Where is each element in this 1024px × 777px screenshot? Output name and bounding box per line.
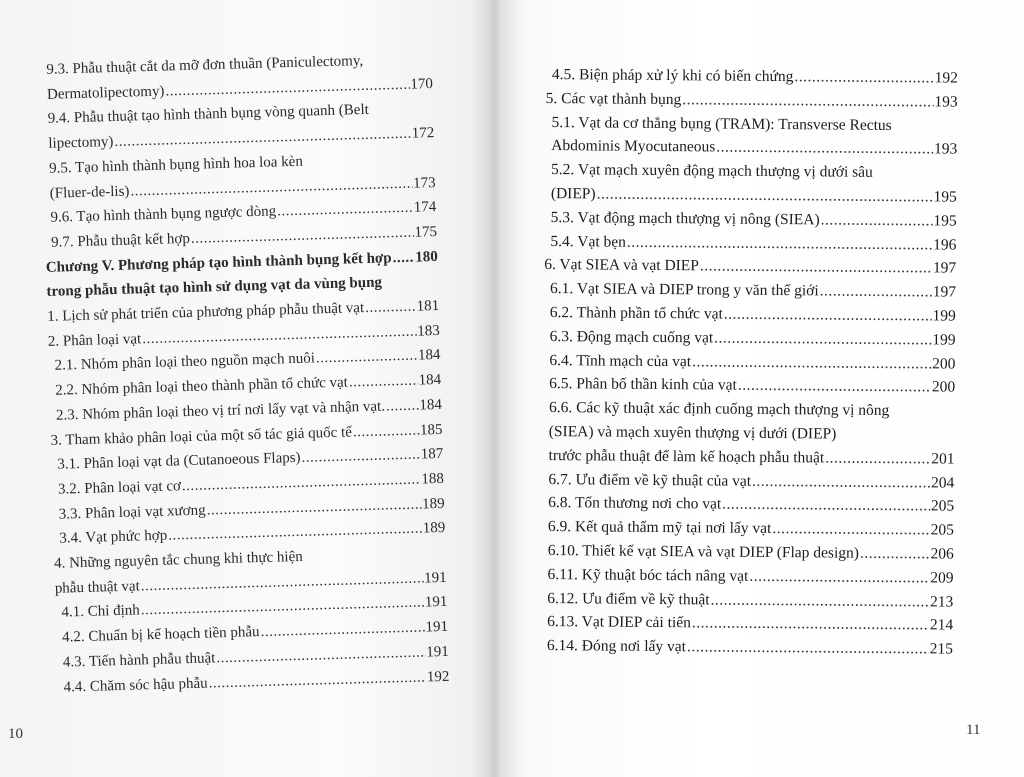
toc-entry-line: 9.5. Tạo hình thành bụng hình hoa loa kèn — [48, 153, 304, 177]
toc-entry-line: 6.6. Các kỹ thuật xác định cuống mạch thượng vị nông — [548, 399, 890, 420]
dot-leader — [700, 255, 932, 281]
dot-leader — [682, 88, 933, 114]
toc-entry-line: (SIEA) và mạch xuyên thượng vị dưới (DIEP) — [548, 422, 837, 443]
toc-entry-row — [548, 539, 954, 566]
dot-leader — [365, 295, 416, 321]
dot-leader — [386, 393, 419, 419]
toc-entry — [544, 253, 956, 280]
toc-entry-title: 2.3. Nhóm phân loại theo vị trí nơi lấy vạt và nhận vạt. — [55, 398, 386, 424]
toc-entry-page: 181 — [416, 297, 440, 315]
toc-entry-page: 191 — [425, 619, 449, 636]
toc-entry-row — [549, 372, 955, 399]
dot-leader — [724, 303, 932, 329]
toc-entry-title: 6.12. Ưu điểm về kỹ thuật — [547, 589, 710, 608]
toc-entry — [546, 87, 958, 114]
toc-entry-title: trước phẫu thuật để làm kế hoạch phẫu thuật — [548, 446, 825, 467]
toc-entry-row — [550, 325, 956, 352]
toc-entry-page: 214 — [929, 616, 954, 634]
toc-entry-page: 189 — [422, 520, 446, 537]
toc-entry-page: 187 — [420, 446, 444, 463]
toc-entry-page: 173 — [412, 174, 436, 192]
toc-entry — [543, 372, 955, 399]
toc-entry-page: 197 — [932, 259, 957, 277]
right-page-number: 11 — [966, 722, 981, 738]
toc-entry-line: 4. Những nguyên tắc chung khi thực hiện — [53, 548, 303, 572]
toc-entry-title: 1. Lịch sử phát triển của phương pháp phẫu thuật vạt — [47, 300, 365, 325]
dot-leader — [392, 245, 414, 270]
toc-entry-title: 4.5. Biện pháp xử lý khi có biến chứng — [551, 66, 794, 86]
toc-entry — [542, 491, 954, 518]
toc-entry — [543, 349, 955, 376]
toc-entry-page: 183 — [417, 322, 440, 340]
toc-entry-title: 4.1. Chỉ định — [61, 602, 141, 622]
left-table-of-contents — [40, 47, 450, 700]
toc-entry-page: 213 — [929, 592, 954, 611]
dot-leader — [710, 588, 929, 614]
toc-entry-page: 201 — [931, 450, 955, 468]
toc-entry-row — [544, 253, 956, 280]
toc-entry-title: (DIEP) — [550, 185, 596, 203]
toc-entry-row — [548, 515, 954, 542]
dot-leader — [316, 344, 418, 372]
dot-leader — [738, 374, 931, 399]
toc-entry — [541, 563, 953, 590]
dot-leader — [749, 565, 929, 590]
toc-entry-page: 195 — [933, 212, 957, 230]
toc-entry-title: 9.7. Phẫu thuật kết hợp — [50, 230, 191, 251]
toc-entry — [542, 515, 954, 542]
toc-entry-page: 184 — [417, 347, 441, 364]
toc-entry-row — [548, 444, 954, 471]
toc-entry-row — [547, 634, 953, 661]
toc-entry — [541, 587, 953, 614]
toc-entry-title: 6.1. Vạt SIEA và DIEP trong y văn thế giới — [549, 280, 819, 300]
toc-entry-title: 2.1. Nhóm phân loại theo nguồn mạch nuôi — [54, 350, 316, 375]
toc-entry-page: 191 — [423, 569, 447, 587]
toc-entry-title: Abdominis Myocutaneous — [551, 137, 716, 156]
toc-entry-title: 6.5. Phân bố thần kinh của vạt — [549, 375, 737, 395]
dot-leader — [772, 517, 930, 542]
dot-leader — [716, 136, 933, 162]
dot-leader — [692, 350, 931, 376]
toc-entry-title: 6.4. Tĩnh mạch của vạt — [549, 351, 692, 370]
dot-leader — [860, 542, 930, 566]
toc-entry-title: 3.3. Phân loại vạt xương — [58, 502, 206, 523]
toc-entry-page: 205 — [930, 521, 955, 539]
dot-leader — [722, 493, 930, 519]
toc-entry-title: phẫu thuật vạt — [54, 578, 140, 597]
toc-entry-title: 2.2. Nhóm phân loại theo thành phần tổ chức vạt — [55, 374, 349, 399]
toc-entry — [542, 396, 955, 471]
toc-entry-title: 4.4. Chăm sóc hậu phẫu — [63, 675, 208, 696]
toc-entry-title: 6.2. Thành phần tổ chức vạt — [549, 304, 723, 323]
toc-entry — [545, 111, 957, 162]
toc-entry-title: 6.3. Động mạch cuống vạt — [549, 327, 714, 347]
toc-entry-title: 5. Các vạt thành bụng — [545, 89, 682, 108]
toc-entry — [544, 230, 956, 257]
toc-entry-page: 200 — [932, 354, 956, 373]
toc-entry-row — [550, 277, 956, 304]
toc-entry-page: 192 — [934, 69, 958, 87]
toc-entry-page: 180 — [414, 248, 438, 266]
dot-leader — [627, 230, 932, 256]
dot-leader — [597, 182, 933, 209]
toc-entry-title: (Fluer-de-lis) — [49, 183, 130, 202]
toc-entry-row — [550, 301, 956, 328]
toc-entry-row — [547, 563, 953, 590]
toc-entry-title: 2. Phân loại vạt — [47, 331, 142, 350]
dot-leader — [692, 612, 929, 638]
dot-leader — [752, 469, 930, 494]
toc-entry-page: 175 — [414, 223, 438, 241]
toc-entry — [545, 206, 957, 233]
toc-entry-title: 6. Vạt SIEA và vạt DIEP — [544, 256, 700, 275]
toc-entry-page: 196 — [933, 235, 957, 254]
toc-entry-title: 5.4. Vạt bẹn — [550, 232, 627, 251]
toc-entry-row — [546, 87, 958, 114]
toc-entry-title: 6.9. Kết quả thẩm mỹ tại nơi lấy vạt — [547, 518, 772, 538]
dot-leader — [687, 635, 929, 661]
toc-entry-row — [550, 230, 956, 257]
toc-entry-row — [551, 182, 957, 209]
toc-entry-title: 4.3. Tiến hành phẫu thuật — [62, 650, 216, 671]
toc-entry-line: 5.1. Vạt da cơ thẳng bụng (TRAM): Transverse Rectus — [551, 113, 892, 134]
toc-entry-title: lipectomy) — [48, 134, 114, 152]
toc-entry-page: 184 — [418, 372, 442, 389]
toc-entry-page: 205 — [930, 497, 955, 515]
toc-entry-title: 6.11. Kỹ thuật bóc tách nâng vạt — [547, 565, 749, 585]
toc-entry-row — [547, 587, 953, 614]
toc-entry-title: Dermatolipectomy) — [46, 83, 165, 103]
toc-entry-line: 9.3. Phẫu thuật cắt da mỡ đơn thuần (Paniculectomy, — [46, 52, 364, 78]
toc-entry — [541, 634, 953, 661]
toc-entry-page: 215 — [929, 640, 953, 658]
toc-entry-title: 3.2. Phân loại vạt cơ — [57, 478, 182, 498]
toc-entry-title: 3.4. Vạt phức hợp — [59, 527, 168, 548]
toc-entry-page: 206 — [930, 545, 954, 563]
toc-entry-line: 9.4. Phẫu thuật tạo hình thành bụng vòng quanh (Belt — [47, 102, 370, 128]
toc-entry-page: 199 — [932, 331, 956, 349]
toc-entry-line: 5.2. Vạt mạch xuyên động mạch thượng vị dưới sâu — [550, 161, 873, 182]
toc-entry — [542, 539, 954, 566]
dot-leader — [825, 446, 930, 471]
toc-entry-title: 6.14. Đóng nơi lấy vạt — [546, 637, 687, 656]
toc-entry-page: 192 — [426, 668, 450, 686]
toc-entry-page: 193 — [933, 140, 958, 158]
toc-entry-title: 6.8. Tổn thương nơi cho vạt — [548, 494, 722, 513]
dot-leader — [821, 208, 933, 233]
toc-entry-row — [551, 134, 957, 161]
left-page-number: 10 — [8, 726, 23, 742]
toc-entry — [545, 158, 957, 209]
toc-entry-page: 172 — [411, 125, 435, 142]
toc-entry-title: 5.3. Vạt động mạch thượng vị nông (SIEA) — [550, 208, 820, 229]
dot-leader — [820, 280, 932, 305]
toc-entry — [541, 610, 953, 637]
toc-entry — [544, 301, 956, 328]
dot-leader — [277, 196, 413, 224]
toc-entry-page: 184 — [419, 396, 443, 414]
toc-entry-page: 188 — [421, 470, 445, 488]
toc-entry-title: 6.13. Vạt DIEP cải tiến — [547, 613, 691, 632]
dot-leader — [794, 65, 933, 90]
toc-entry-title: 3.1. Phân loại vạt da (Cutanoeous Flaps) — [57, 450, 301, 473]
toc-entry-page: 191 — [426, 643, 449, 661]
toc-entry — [546, 63, 958, 90]
right-table-of-contents — [541, 63, 958, 661]
book-gutter — [470, 0, 520, 777]
toc-entry-page: 170 — [410, 75, 434, 93]
toc-entry-page: 195 — [933, 188, 957, 206]
toc-entry — [544, 277, 956, 304]
dot-leader — [353, 418, 420, 445]
toc-entry-page: 204 — [931, 473, 955, 492]
dot-leader — [301, 443, 420, 471]
toc-entry-title: trong phẫu thuật tạo hình sử dụng vạt da vùng bụng — [46, 274, 383, 301]
toc-entry-page: 200 — [931, 378, 956, 396]
toc-entry-title: 3. Tham khảo phân loại của một số tác giả quốc tế — [50, 423, 353, 449]
toc-entry-page: 209 — [930, 569, 954, 587]
toc-entry-row — [547, 610, 953, 637]
toc-entry-page: 199 — [932, 307, 956, 325]
toc-entry-page: 193 — [934, 93, 958, 111]
toc-entry-page: 191 — [424, 594, 448, 611]
toc-entry-page: 197 — [932, 283, 957, 301]
toc-entry-row — [552, 63, 958, 90]
toc-entry — [544, 325, 956, 352]
toc-entry-page: 189 — [421, 495, 445, 513]
dot-leader — [349, 369, 419, 396]
toc-entry-page: 185 — [419, 421, 443, 439]
toc-entry-title: 6.10. Thiết kế vạt SIEA và vạt DIEP (Flap design) — [547, 541, 860, 562]
toc-entry — [542, 468, 954, 495]
toc-entry-title: Chương V. Phương pháp tạo hình thành bụng kết hợp — [45, 249, 392, 276]
toc-entry-row — [549, 349, 955, 376]
toc-entry-title: 6.7. Ưu điểm về kỹ thuật của vạt — [548, 470, 752, 490]
dot-leader — [714, 326, 931, 352]
toc-entry-page: 174 — [413, 199, 437, 216]
toc-entry-row — [548, 468, 954, 495]
toc-entry-row — [548, 491, 954, 518]
toc-entry-row — [551, 206, 957, 233]
toc-entry-title: 9.6. Tạo hình thành bụng ngược dòng — [50, 203, 277, 226]
toc-entry-title: 4.2. Chuẩn bị kế hoạch tiền phẫu — [61, 624, 260, 646]
